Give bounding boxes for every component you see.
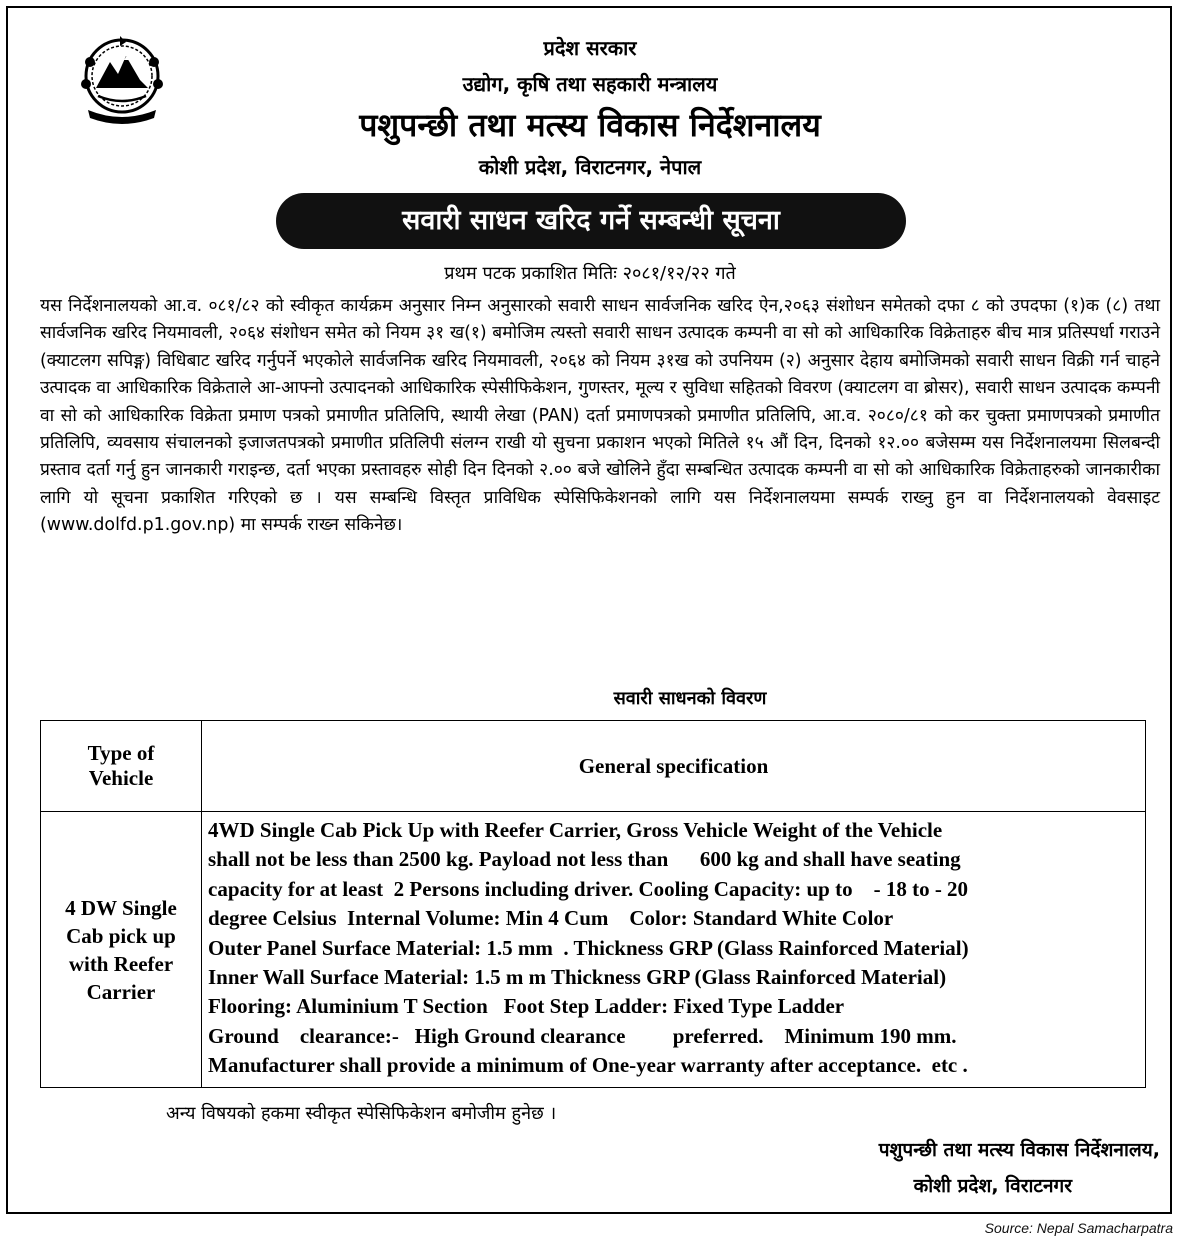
spec-line: 4WD Single Cab Pick Up with Reefer Carrier, Gross Vehicle Weight of the Vehicle (208, 818, 943, 842)
col-type-header-line2: Vehicle (88, 766, 154, 790)
vehicle-type-line1: 4 DW Single (65, 895, 177, 920)
spec-line: Inner Wall Surface Material: 1.5 m m Thickness GRP (Glass Rainforced Material) (208, 964, 947, 989)
nepal-emblem-icon (68, 32, 176, 128)
spec-heading: सवारी साधनको विवरण (613, 688, 767, 709)
vehicle-type-line3: with Reefer (68, 951, 174, 976)
signature-location: कोशी प्रदेश, विराटनगर (913, 1175, 1072, 1197)
spec-line: capacity for at least 2 Persons including driver. Cooling Capacity: up to - 18 to - 20 (208, 876, 969, 901)
spec-line: Outer Panel Surface Material: 1.5 mm . Thickness GRP (Glass Rainforced Material) (208, 935, 969, 960)
vehicle-spec-table (40, 720, 1146, 1088)
table-row (41, 812, 1146, 1088)
spec-line: Flooring: Aluminium T Section Foot Step Ladder: Fixed Type Ladder (208, 994, 845, 1019)
vehicle-type-line4: Carrier (86, 979, 156, 1004)
govt-title: प्रदेश सरकार (543, 36, 637, 60)
vehicle-type-cell (41, 812, 202, 1088)
spec-line: degree Celsius Internal Volume: Min 4 Cum Color: Standard White Color (208, 906, 894, 931)
table-header-row (41, 721, 1146, 812)
ministry-title: उद्योग, कृषि तथा सहकारी मन्त्रालय (462, 72, 718, 96)
source-credit: Source: Nepal Samacharpatra (984, 1220, 1173, 1236)
col-type-header-line1: Type of (87, 741, 155, 765)
office-location: कोशी प्रदेश, विराटनगर, नेपाल (478, 155, 702, 179)
col-type-header (41, 721, 202, 812)
spec-line: shall not be less than 2500 kg. Payload not less than 600 kg and shall have seating (208, 847, 961, 872)
published-date: प्रथम पटक प्रकाशित मितिः २०८१/१२/२२ गते (444, 263, 736, 284)
footer-note: अन्य विषयको हकमा स्वीकृत स्पेसिफिकेशन बमोजीम हुनेछ । (166, 1103, 557, 1124)
signature-office: पशुपन्छी तथा मत्स्य विकास निर्देशनालय, (878, 1139, 1160, 1161)
col-spec-header: General specification (202, 721, 1146, 812)
vehicle-type-line2: Cab pick up (66, 923, 176, 948)
spec-cell (202, 812, 1146, 1088)
spec-line: Manufacturer shall provide a minimum of One-year warranty after acceptance. etc . (208, 1053, 968, 1078)
notice-body: यस निर्देशनालयको आ.व. ०८१/८२ को स्वीकृत कार्यक्रम अनुसार निम्न अनुसारको सवारी साधन सार्वजनिक खरिद ऐन,२०६३ संशोधन समेतको दफा ८ को उपदफा (१)क (८) तथा सार्वजनिक खरिद नियमावली, २०६४ संशोधन समेत को नियम ३१ ख(१) बमोजिम त्यस्तो सवारी साधन उत्पादक कम्पनी वा सो को आधिकारिक विक्रेताहरु बीच मात्र प्रतिस्पर्धा गराउने (क्याटलग सपिङ्ग) विधिबाट खरिद गर्नुपर्ने भएकोले सार्वजनिक खरिद नियमावली, २०६४ को नियम ३१ख को उपनियम (२) अनुसार देहाय बमोजिमको सवारी साधन विक्री गर्न चाहने उत्पादक वा आधिकारिक विक्रेताले आ-आफ्नो उत्पादनको आधिकारिक स्पेसीफिकेशन, गुणस्तर, मूल्य र सुविधा सहितको विवरण (क्याटलग वा ब्रोसर), सवारी साधन उत्पादक कम्पनी वा सो को आधिकारिक विक्रेता प्रमाण पत्रको प्रमाणीत प्रतिलिपि, स्थायी लेखा (PAN) दर्ता प्रमाणपत्रको प्रमाणीत प्रतिलिपि, आ.व. २०८०/८१ को कर चुक्ता प्रमाणपत्रको प्रमाणीत प्रतिलिपि, व्यवसाय संचालनको इजाजतपत्रको प्रमाणीत प्रतिलिपी संलग्न राखी यो सुचना प्रकाशन भएको मितिले १५ औं दिन, दिनको १२.०० बजेसम्म यस निर्देशनालयमा सिलबन्दी प्रस्ताव दर्ता गर्नु हुन जानकारी गराइन्छ, दर्ता भएका प्रस्तावहरु सोही दिन दिनको २.०० बजे खोलिने हुँदा सम्बन्धित उत्पादक कम्पनी वा सो को आधिकारिक विक्रेताहरुको जानकारीका लागि यो सूचना प्रकाशित गरिएको छ । यस सम्बन्धि विस्तृत प्राविधिक स्पेसिफिकेशनको लागि यस निर्देशनालयमा सम्पर्क राख्नु हुन वा निर्देशनालयको वेवसाइट (www.dolfd.p1.gov.np) मा सम्पर्क राख्न सकिनेछ। (40, 296, 1160, 536)
spec-line: Ground clearance:- High Ground clearance preferred. Minimum 190 mm. (208, 1023, 957, 1048)
office-title: पशुपन्छी तथा मत्स्य विकास निर्देशनालय (359, 106, 821, 144)
notice-title-banner: सवारी साधन खरिद गर्ने सम्बन्धी सूचना (276, 193, 906, 249)
